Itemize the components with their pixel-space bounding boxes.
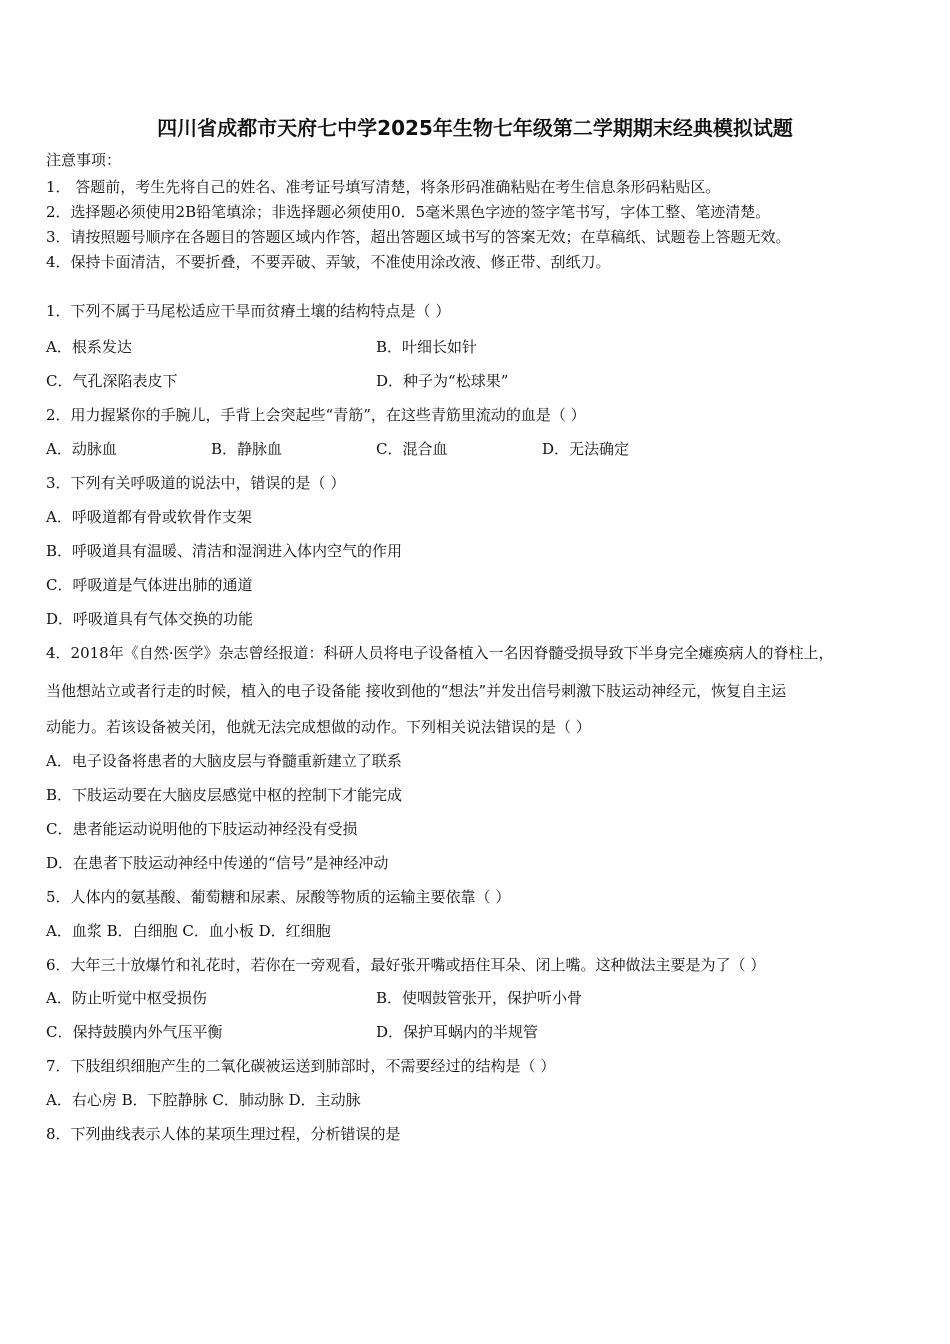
option-c: C．患者能运动说明他的下肢运动神经没有受损 bbox=[46, 820, 358, 838]
question-stem: 1．下列不属于马尾松适应干旱而贫瘠土壤的结构特点是（ ） bbox=[46, 302, 451, 320]
notice-item: 2．选择题必须使用2B铅笔填涂；非选择题必须使用0．5毫米黑色字迹的签字笔书写，字体工整、笔迹清楚。 bbox=[46, 203, 771, 221]
question-stem: 8．下列曲线表示人体的某项生理过程，分析错误的是 bbox=[46, 1125, 401, 1143]
option-c: C．保持鼓膜内外气压平衡 bbox=[46, 1023, 223, 1041]
notice-item: 1． 答题前，考生先将自己的姓名、准考证号填写清楚，将条形码准确粘贴在考生信息条形码粘贴区。 bbox=[46, 178, 721, 196]
question-stem-line: 当他想站立或者行走的时候，植入的电子设备能 接收到他的“想法”并发出信号刺激下肢运动神经元，恢复自主运 bbox=[46, 682, 787, 700]
option-d: D．在患者下肢运动神经中传递的“信号”是神经冲动 bbox=[46, 854, 389, 872]
page-title: 四川省成都市天府七中学2025年生物七年级第二学期期末经典模拟试题 bbox=[157, 116, 793, 140]
notice-item: 3．请按照题号顺序在各题目的答题区域内作答，超出答题区域书写的答案无效；在草稿纸、试题卷上答题无效。 bbox=[46, 228, 791, 246]
question-stem: 7．下肢组织细胞产生的二氧化碳被运送到肺部时，不需要经过的结构是（ ） bbox=[46, 1057, 556, 1075]
option-a: A．电子设备将患者的大脑皮层与脊髓重新建立了联系 bbox=[46, 752, 402, 770]
option-d: D．无法确定 bbox=[542, 440, 630, 458]
question-stem: 2．用力握紧你的手腕儿，手背上会突起些“青筋”，在这些青筋里流动的血是（ ） bbox=[46, 406, 586, 424]
option-c: C．混合血 bbox=[376, 440, 448, 458]
question-stem-line: 4．2018年《自然·医学》杂志曾经报道：科研人员将电子设备植入一名因脊髓受损导致下半身完全瘫痪病人的脊柱上， bbox=[46, 644, 834, 662]
option-b: B．叶细长如针 bbox=[376, 338, 478, 356]
option-a: A．动脉血 bbox=[46, 440, 117, 458]
option-a: A．根系发达 bbox=[46, 338, 132, 356]
options-line: A．右心房 B．下腔静脉 C．肺动脉 D．主动脉 bbox=[46, 1091, 361, 1109]
option-c: C．气孔深陷表皮下 bbox=[46, 372, 178, 390]
question-stem: 6．大年三十放爆竹和礼花时，若你在一旁观看，最好张开嘴或捂住耳朵、闭上嘴。这种做法主要是为了（ ） bbox=[46, 956, 766, 974]
question-stem-line: 动能力。若该设备被关闭，他就无法完成想做的动作。下列相关说法错误的是（ ） bbox=[46, 718, 591, 736]
notice-item: 4．保持卡面清洁，不要折叠，不要弄破、弄皱，不准使用涂改液、修正带、刮纸刀。 bbox=[46, 253, 611, 271]
options-line: A．血浆 B．白细胞 C．血小板 D．红细胞 bbox=[46, 922, 331, 940]
option-a: A．防止听觉中枢受损伤 bbox=[46, 989, 207, 1007]
option-d: D．呼吸道具有气体交换的功能 bbox=[46, 610, 254, 628]
question-stem: 5．人体内的氨基酸、葡萄糖和尿素、尿酸等物质的运输主要依靠（ ） bbox=[46, 888, 511, 906]
option-b: B．呼吸道具有温暖、清洁和湿润进入体内空气的作用 bbox=[46, 542, 403, 560]
notice-heading: 注意事项： bbox=[46, 151, 122, 169]
option-c: C．呼吸道是气体进出肺的通道 bbox=[46, 576, 253, 594]
option-a: A．呼吸道都有骨或软骨作支架 bbox=[46, 508, 252, 526]
option-d: D．种子为“松球果” bbox=[376, 372, 509, 390]
question-stem: 3．下列有关呼吸道的说法中，错误的是（ ） bbox=[46, 474, 346, 492]
option-b: B．使咽鼓管张开，保护听小骨 bbox=[376, 989, 583, 1007]
option-b: B．静脉血 bbox=[211, 440, 283, 458]
option-b: B．下肢运动要在大脑皮层感觉中枢的控制下才能完成 bbox=[46, 786, 403, 804]
option-d: D．保护耳蜗内的半规管 bbox=[376, 1023, 539, 1041]
